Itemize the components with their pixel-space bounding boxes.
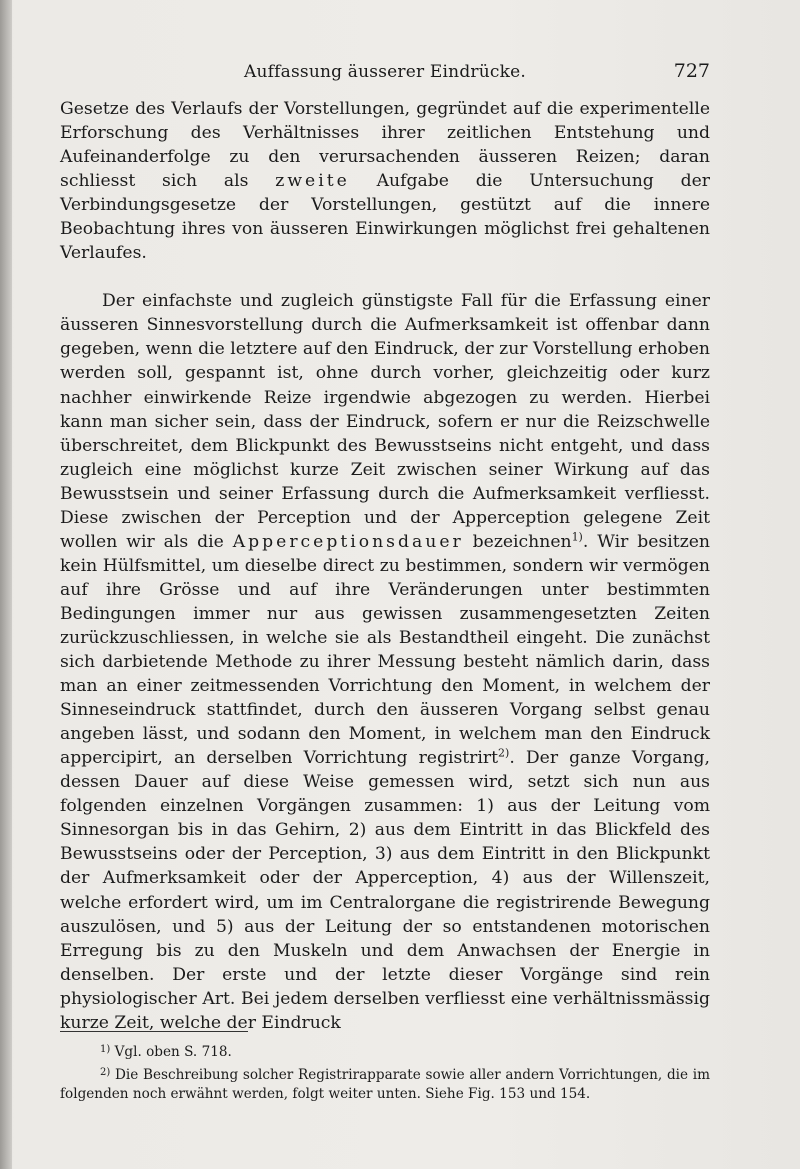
binding-gutter [0, 0, 12, 1169]
page-header [60, 62, 710, 86]
footnote-text: Vgl. oben S. 718. [114, 1044, 232, 1060]
footnotes [60, 1040, 710, 1105]
footnote-divider [60, 1031, 248, 1032]
text-run: Der einfachste und zugleich günstigste Fall für die Erfassung einer äusseren Sinnesvorstellung durch die Aufmerksamkeit ist offenbar dann gegeben, wenn die letztere auf den Eindruck, der zur Vorstellung erhoben werden soll, gespannt ist, ohne durch vorher, gleichzeitig oder kurz nachher einwirkende Reize irgendwie abgezogen zu werden. Hierbei kann man sicher sein, dass der Eindruck, sofern er nur die Reizschwelle überschreitet, dem Blickpunkt des Bewusstseins nicht entgeht, und dass zugleich eine möglichst kurze Zeit zwischen seiner Wirkung auf das Bewusstsein und seiner Erfassung durch die Aufmerksamkeit verfliesst. Diese zwischen der Perception und der Apperception gelegene Zeit wollen wir als die [60, 291, 710, 552]
text-run: Aufgabe die Untersuchung der Verbindungsgesetze der Vorstellungen, gestützt auf die innere Beobachtung ihres von äusseren Einwirkungen möglichst frei gehaltenen Verlaufes. [60, 171, 710, 264]
paragraph [60, 289, 710, 1034]
footnote-reference[interactable]: 1) [571, 530, 583, 544]
text-run: bezeichnen [463, 531, 572, 552]
footnote-mark: 2) [100, 1066, 111, 1078]
footnote-text: Die Beschreibung solcher Registrirapparate sowie aller andern Vorrichtungen, die im folgenden noch erwähnt werden, folgt weiter unten. Siehe Fig. 153 und 154. [60, 1066, 710, 1102]
body-text [60, 97, 710, 1035]
paragraph-continued [60, 97, 710, 265]
emphasized-term: Apperceptionsdauer [232, 531, 464, 552]
running-title: Auffassung äusserer Eindrücke. [244, 62, 526, 82]
text-run: . Wir besitzen kein Hülfsmittel, um dieselbe direct zu bestimmen, sondern wir vermögen auf ihre Grösse und auf ihre Veränderungen unter bestimmten Bedingungen immer nur aus gewissen zusammengesetzten Zeiten zurückzuschliessen, in welche sie als Bestandtheil eingeht. Die zunächst sich darbietende Methode zu ihrer Messung besteht nämlich darin, dass man an einer zeitmessenden Vorrichtung den Moment, in welchem der Sinneseindruck stattfindet, durch den äusseren Vorgang selbst genau angeben lässt, und sodann den Moment, in welchem man den Eindruck appercipirt, an derselben Vorrichtung registrirt [60, 531, 710, 769]
footnote [60, 1040, 710, 1063]
footnote-mark: 1) [100, 1044, 111, 1055]
text-run: . Der ganze Vorgang, dessen Dauer auf diese Weise gemessen wird, setzt sich nun aus folgenden einzelnen Vorgängen zusammen: 1) aus der Leitung vom Sinnesorgan bis in das Gehirn, 2) aus dem Eintritt in das Blickfeld des Bewusstseins oder der Perception, 3) aus dem Eintritt in den Blickpunkt der Aufmerksamkeit oder der Apperception, 4) aus der Willenszeit, welche erfordert wird, um im Centralorgane die registrirende Bewegung auszulösen, und 5) aus der Leitung der so entstandenen motorischen Erregung bis zu den Muskeln und dem Anwachsen der Energie in denselben. Der erste und der letzte dieser Vorgänge sind rein physiologischer Art. Bei jedem derselben verfliesst eine verhältnissmässig kurze Zeit, welche der Eindruck [60, 748, 711, 1033]
footnote-reference[interactable]: 2) [498, 746, 510, 760]
text-run: Gesetze des Verlaufs der Vorstellungen, gegründet auf die experimentelle Erforschung des Verhältnisses ihrer zeitlichen Entstehung und Aufeinanderfolge zu den verursachenden äusseren Reizen; daran schliesst sich als [60, 99, 710, 192]
footnote [60, 1063, 710, 1105]
emphasized-term: zweite [275, 171, 350, 192]
page-number: 727 [673, 60, 710, 82]
